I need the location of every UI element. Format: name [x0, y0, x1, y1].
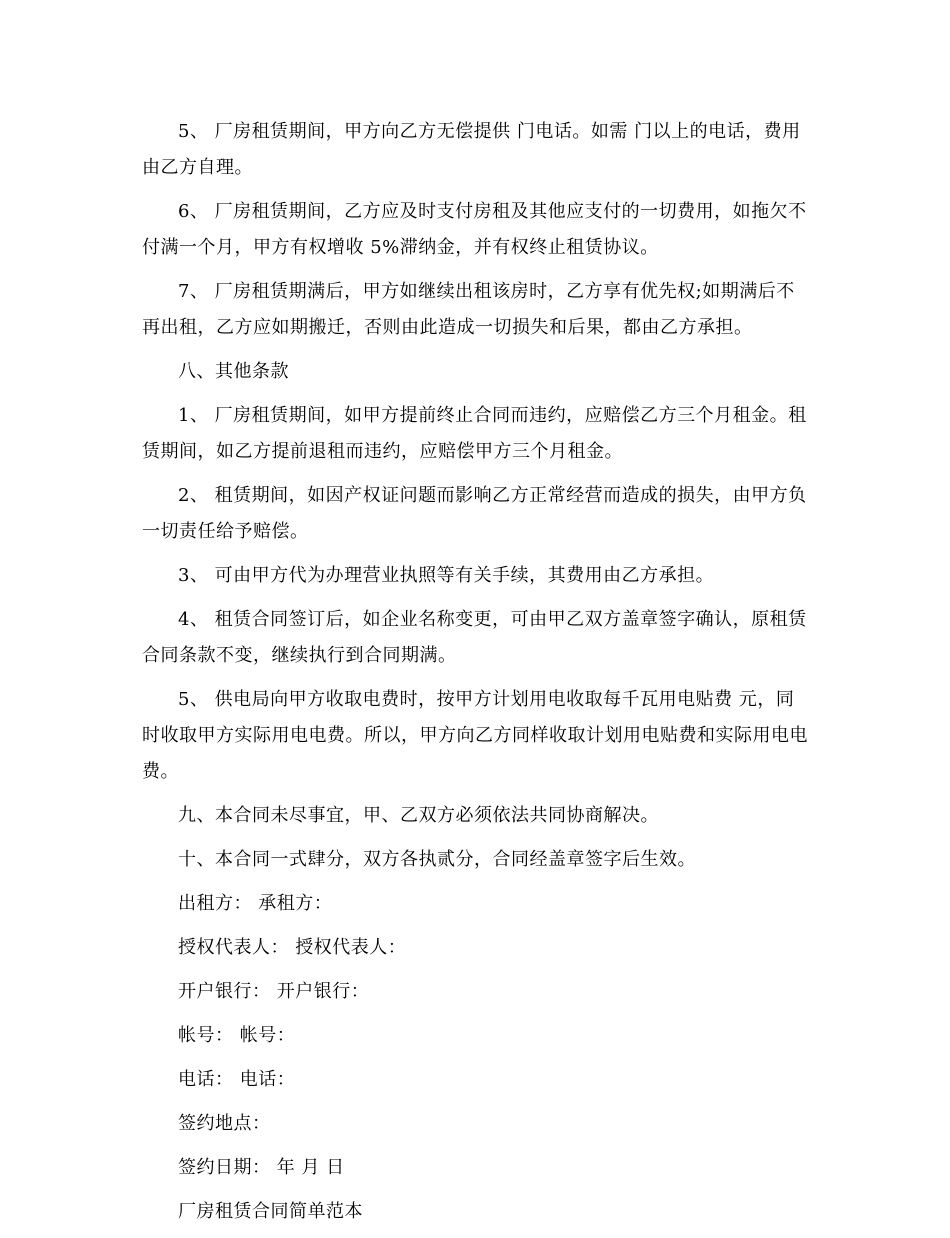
section-heading: 八、其他条款 — [178, 361, 289, 382]
clause-paragraph: 2、 租赁期间，如因产权证问题而影响乙方正常经营而造成的损失，由甲方负一切责任给予赔偿。 — [142, 485, 807, 542]
signature-field-location: 签约地点： — [178, 1113, 271, 1134]
signature-field-bank: 开户银行： 开户银行： — [178, 981, 370, 1002]
signature-field-date: 签约日期： 年 月 日 — [178, 1157, 345, 1178]
clause-paragraph: 7、 厂房租赁期满后，甲方如继续出租该房时，乙方享有优先权;如期满后不再出租，乙方应如期搬迁，否则由此造成一切损失和后果，都由乙方承担。 — [142, 281, 795, 338]
section-heading: 九、本合同未尽事宜，甲、乙双方必须依法共同协商解决。 — [178, 805, 659, 826]
clause-paragraph: 4、 租赁合同签订后，如企业名称变更，可由甲乙双方盖章签字确认，原租赁合同条款不变，继续执行到合同期满。 — [142, 609, 807, 666]
document-body — [142, 114, 812, 1238]
signature-field-phone: 电话： 电话： — [178, 1069, 296, 1090]
clause-paragraph: 5、 厂房租赁期间，甲方向乙方无偿提供 门电话。如需 门以上的电话，费用由乙方自理。 — [142, 121, 801, 178]
clause-paragraph: 1、 厂房租赁期间，如甲方提前终止合同而违约，应赔偿乙方三个月租金。租赁期间，如乙方提前退租而违约，应赔偿甲方三个月租金。 — [142, 405, 807, 462]
clause-paragraph: 3、 可由甲方代为办理营业执照等有关手续，其费用由乙方承担。 — [178, 565, 715, 586]
document-title-line: 厂房租赁合同简单范本 — [178, 1201, 363, 1222]
clause-paragraph: 6、 厂房租赁期间，乙方应及时支付房租及其他应支付的一切费用，如拖欠不付满一个月，甲方有权增收 5%滞纳金，并有权终止租赁协议。 — [142, 201, 807, 258]
signature-field-account: 帐号： 帐号： — [178, 1025, 296, 1046]
clause-paragraph: 5、 供电局向甲方收取电费时，按甲方计划用电收取每千瓦用电贴费 元，同时收取甲方实际用电电费。所以，甲方向乙方同样收取计划用电贴费和实际用电电费。 — [142, 689, 808, 782]
section-heading: 十、本合同一式肆分，双方各执贰分，合同经盖章签字后生效。 — [178, 849, 696, 870]
signature-field-parties: 出租方： 承租方： — [178, 893, 333, 914]
signature-field-representative: 授权代表人： 授权代表人： — [178, 937, 407, 958]
